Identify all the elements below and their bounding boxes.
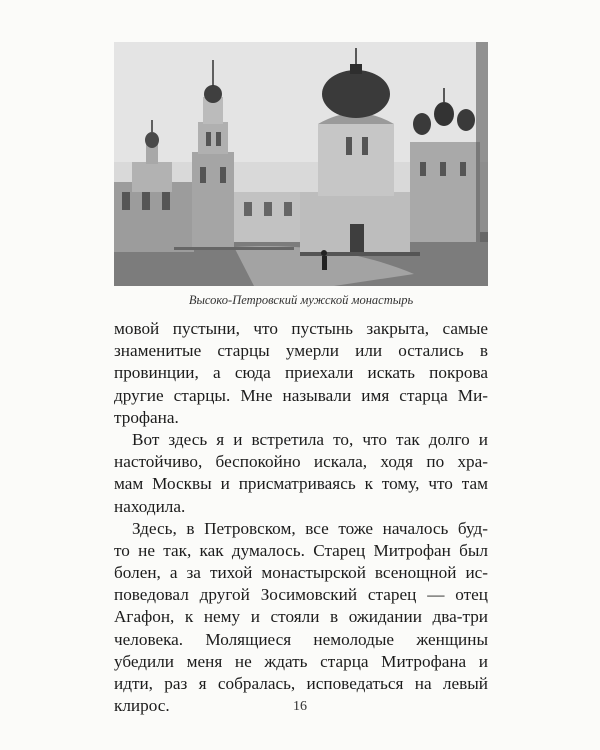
- text-line: другие старцы. Мне называли имя старца Ми-: [114, 385, 488, 405]
- text-line: убедили меня не ждать старца Митрофана и: [114, 651, 488, 671]
- monastery-photo: [114, 42, 488, 286]
- text-line: трофана.: [114, 407, 179, 427]
- text-line: провинции, а сюда приехали искать покрова: [114, 363, 488, 383]
- photo-caption: Высоко-Петровский мужской монастырь: [188, 293, 414, 307]
- text-line: поведовал другой Зосимовский старец — отец: [114, 585, 488, 605]
- body-text: [114, 318, 488, 717]
- text-line: Здесь, в Петровском, все тоже началось буд-: [132, 518, 488, 538]
- text-line: человека. Молящиеся немолодые женщины: [114, 629, 488, 649]
- text-line: идти, раз я собралась, исповедаться на левый: [114, 674, 488, 693]
- text-line: клирос.: [114, 696, 170, 716]
- text-line: находила.: [114, 496, 186, 516]
- text-line: Вот здесь я и встретила то, что так долго и: [132, 429, 488, 449]
- text-line: мовой пустыни, что пустынь закрыта, самые: [114, 319, 488, 338]
- text-line: Агафон, к нему и стояли в ожидании два-три: [114, 607, 488, 627]
- text-line: мам Москвы и присматриваясь к тому, что там: [114, 474, 488, 494]
- text-line: знаменитые старцы умерли или остались в: [114, 341, 488, 361]
- text-line: настойчиво, беспокойно искала, ходя по хра-: [114, 452, 488, 472]
- text-line: болен, а за тихой монастырской всенощной ис-: [114, 563, 488, 583]
- page-number: 16: [293, 699, 307, 714]
- text-line: то не так, как думалось. Старец Митрофан был: [114, 540, 488, 560]
